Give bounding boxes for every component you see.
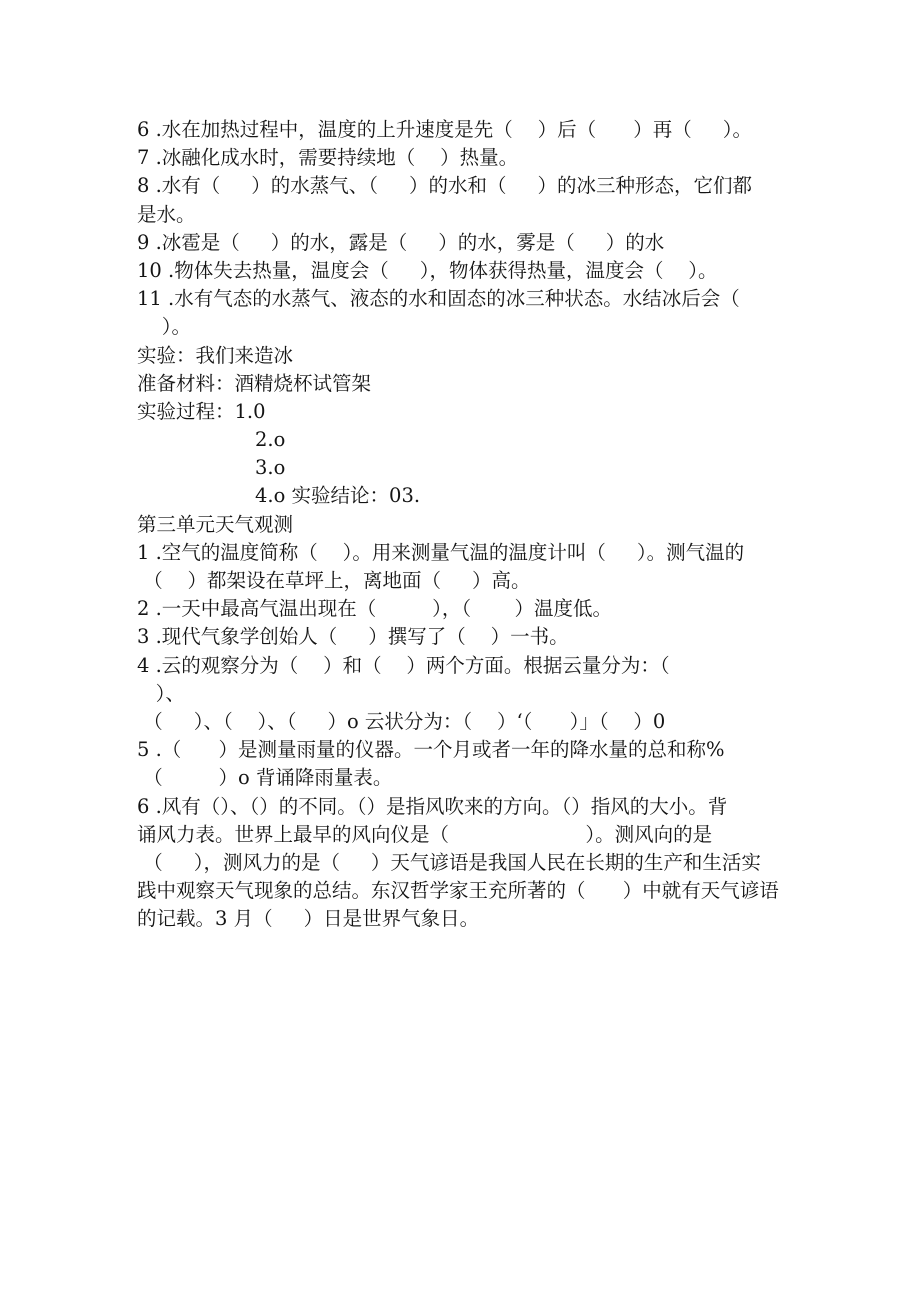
u3-q5-continuation: （ ）o 背诵降雨量表。 <box>137 766 393 790</box>
procedure-step-3: 3.o <box>255 456 286 480</box>
procedure-step-4-conclusion: 4.o 实验结论：03. <box>255 484 421 508</box>
q6-heating-line: 6 .水在加热过程中，温度的上升速度是先（ ）后（ ）再（ ）。 <box>137 118 753 141</box>
u3-q4-continuation-1: ）、 <box>137 681 185 705</box>
u3-q4-continuation-2: （ ）、（ ）、（ ）o 云状分为：（ ）‘（ ）」（ ）0 <box>137 709 666 733</box>
q8-water-forms-line: 8 .水有（ ）的水蒸气、（ ）的水和（ ）的冰三种形态，它们都 <box>137 174 753 198</box>
q9-hail-dew-fog-line: 9 .冰雹是（ ）的水，露是（ ）的水，雾是（ ）的水 <box>137 230 665 254</box>
q10-heat-line: 10 .物体失去热量，温度会（ ），物体获得热量，温度会（ ）。 <box>137 258 718 282</box>
u3-q6-continuation-1: 诵风力表。世界上最早的风向仪是（ ）。测风向的是 <box>137 822 713 846</box>
u3-q2-line: 2 .一天中最高气温出现在（ ），（ ）温度低。 <box>137 597 612 621</box>
u3-q1-continuation: （ ）都架设在草坪上，离地面（ ）高。 <box>137 569 531 592</box>
experiment-title: 实验：我们来造冰 <box>137 343 294 367</box>
u3-q6-continuation-2: （ ），测风力的是（ ）天气谚语是我国人民在长期的生产和生活实 <box>137 850 761 874</box>
u3-q5-line: 5 .（ ）是测量雨量的仪器。一个月或者一年的降水量的总和称% <box>137 738 725 762</box>
document-body <box>137 116 857 933</box>
u3-q6-continuation-4: 的记载。3 月（ ）日是世界气象日。 <box>137 907 480 931</box>
u3-q6-continuation-3: 践中观察天气现象的总结。东汉哲学家王充所著的（ ）中就有天气谚语 <box>137 879 779 903</box>
q7-ice-melting-line: 7 .冰融化成水时，需要持续地（ ）热量。 <box>137 146 519 170</box>
procedure-step-1: 实验过程：1.0 <box>137 399 266 423</box>
q11-states-line: 11 .水有气态的水蒸气、液态的水和固态的冰三种状态。水结冰后会（ <box>137 287 740 311</box>
q8-continuation-line: 是水。 <box>137 202 196 226</box>
u3-q6-line: 6 .风有（）、（）的不同。（）是指风吹来的方向。（）指风的大小。背 <box>137 794 728 818</box>
u3-q1-line: 1 .空气的温度简称（ ）。用来测量气温的温度计叫（ ）。测气温的 <box>137 540 745 564</box>
procedure-step-2: 2.o <box>255 428 286 452</box>
u3-q3-line: 3 .现代气象学创始人（ ）撰写了（ ）一书。 <box>137 625 569 649</box>
u3-q4-line: 4 .云的观察分为（ ）和（ ）两个方面。根据云量分为：（ <box>137 653 670 677</box>
q11-continuation-line: ）。 <box>137 315 192 339</box>
materials-line: 准备材料：酒精烧杯试管架 <box>137 371 372 395</box>
unit3-heading: 第三单元天气观测 <box>137 512 294 536</box>
